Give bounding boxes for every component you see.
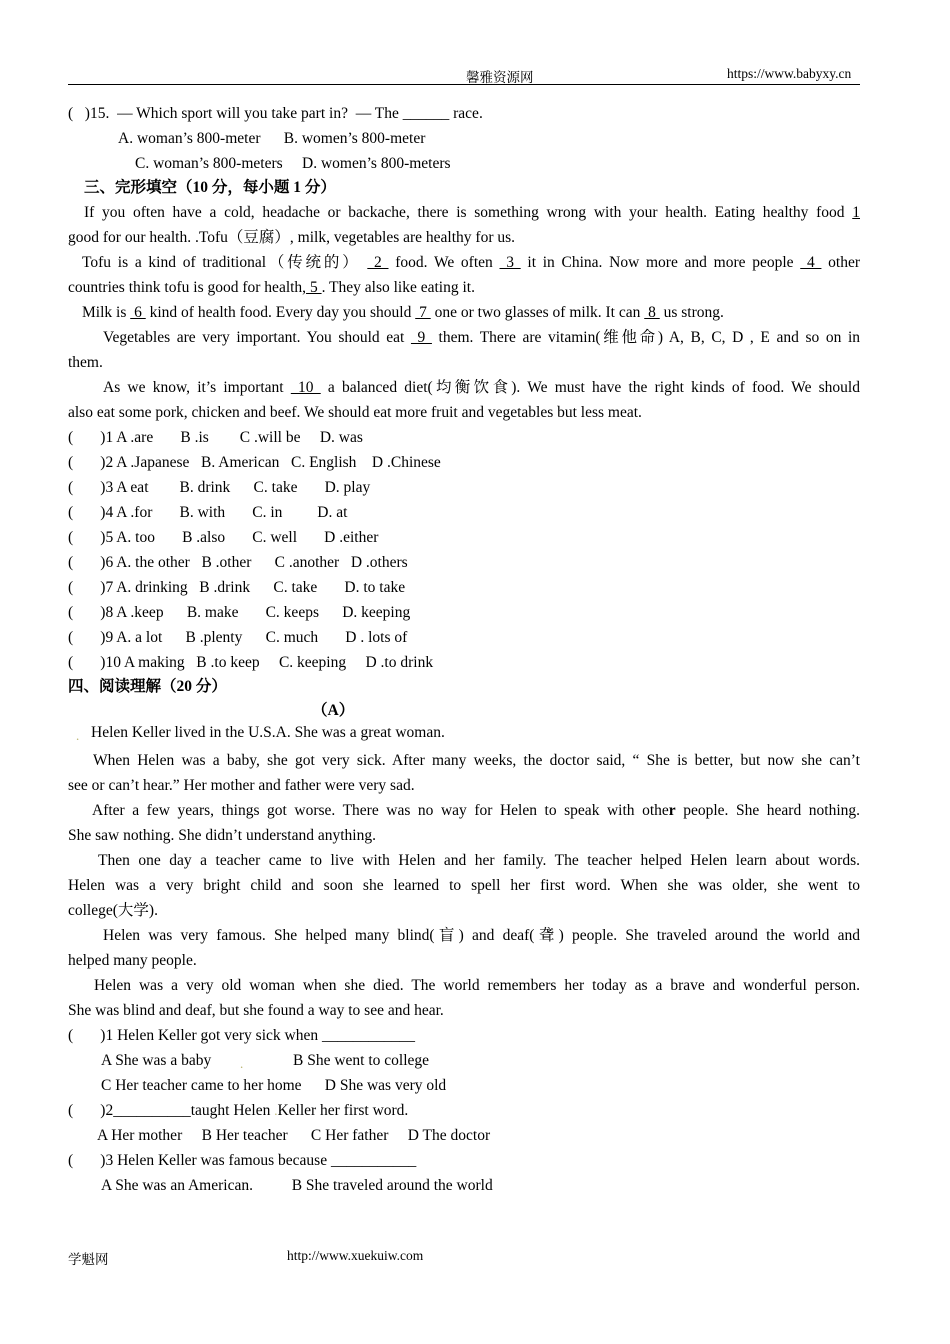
reading-s3-line2: She saw nothing. She didn’t understand anything. xyxy=(68,827,376,844)
blank-6: 6 xyxy=(130,304,146,321)
header-rule xyxy=(68,84,860,85)
reading-s4-line1: Then one day a teacher came to live with Helen and her family. The teacher helped Helen learn about words. xyxy=(98,852,860,869)
reading-q1-options-cd: C Her teacher came to her home D She was very old xyxy=(101,1077,447,1094)
reading-s4-line2: Helen was a very bright child and soon she learned to spell her first word. When she was older, she went to xyxy=(68,877,860,894)
reading-question-3: ( )3 Helen Keller was famous because ___________ xyxy=(68,1152,417,1169)
reading-q2-options: A Her mother B Her teacher C Her father D The doctor xyxy=(97,1127,491,1144)
reading-s1: Helen Keller lived in the U.S.A. She was a great woman. xyxy=(91,724,445,741)
cloze-p4-line2: them. xyxy=(68,354,103,371)
reading-s5-line2: helped many people. xyxy=(68,952,197,969)
cloze-option-row: ( )4 A .for B. with C. in D. at xyxy=(68,504,348,521)
blank-10: 10 xyxy=(290,379,321,396)
reading-q3-options: A She was an American. B She traveled around the world xyxy=(101,1177,493,1194)
cloze-section-title: 三、完形填空（10 分，每小题 1 分） xyxy=(84,179,336,196)
blank-4: 4 xyxy=(800,254,822,271)
cloze-option-row: ( )5 A. too B .also C. well D .either xyxy=(68,529,379,546)
cloze-p2-line1: Tofu is a kind of traditional（传统的） 2 food. We often 3 it in China. Now more and more people 4 other xyxy=(82,254,861,271)
cloze-option-row: ( )6 A. the other B .other C .another D .others xyxy=(68,554,408,571)
page-header-center: 馨雅资源网 xyxy=(466,70,534,85)
reading-dot-mark: . xyxy=(76,728,80,743)
cloze-option-row: ( )1 A .are B .is C .will be D. was xyxy=(68,429,363,446)
cloze-option-row: ( )8 A .keep B. make C. keeps D. keeping xyxy=(68,604,411,621)
blank-1: 1 xyxy=(852,204,860,221)
blank-9: 9 xyxy=(410,329,432,346)
cloze-p3-line1: Milk is 6 kind of health food. Every day you should 7 one or two glasses of milk. It can 8 us strong. xyxy=(82,304,724,321)
question-15-options-cd: C. woman’s 800-meters D. women’s 800-meters xyxy=(135,155,451,172)
blank-2: 2 xyxy=(367,254,389,271)
reading-question-2: ( )2__________taught Helen .Keller her first word. xyxy=(68,1102,409,1119)
reading-part-label: （A） xyxy=(312,702,355,719)
page-footer-url: http://www.xuekuiw.com xyxy=(287,1248,424,1263)
cloze-option-row: ( )10 A making B .to keep C. keeping D .to drink xyxy=(68,654,434,671)
reading-question-1: ( )1 Helen Keller got very sick when ____________ xyxy=(68,1027,415,1044)
reading-q1-option-a: A She was a baby xyxy=(101,1052,212,1069)
reading-section-title: 四、阅读理解（20 分） xyxy=(68,678,227,695)
blank-8: 8 xyxy=(644,304,660,321)
reading-q1-option-b: B She went to college xyxy=(293,1052,430,1069)
cloze-option-row: ( )2 A .Japanese B. American C. English D .Chinese xyxy=(68,454,441,471)
reading-dot-mark: . xyxy=(240,1056,244,1071)
blank-5: 5 xyxy=(306,279,322,296)
reading-s6-line1: Helen was a very old woman when she died. The world remembers her today as a brave and wonderful person. xyxy=(94,977,860,994)
cloze-option-row: ( )9 A. a lot B .plenty C. much D . lots of xyxy=(68,629,408,646)
page-header-url: https://www.babyxy.cn xyxy=(727,66,852,81)
reading-s4-line3: college(大学). xyxy=(68,902,158,919)
cloze-option-row: ( )3 A eat B. drink C. take D. play xyxy=(68,479,371,496)
reading-s3-line1: After a few years, things got worse. There was no way for Helen to speak with other people. She heard nothing. xyxy=(92,802,860,819)
reading-dot-mark: . xyxy=(274,1103,278,1118)
blank-7: 7 xyxy=(415,304,431,321)
reading-s6-line2: She was blind and deaf, but she found a way to see and hear. xyxy=(68,1002,444,1019)
question-15-options-ab: A. woman’s 800-meter B. women’s 800-meter xyxy=(118,130,426,147)
page-footer-site: 学魁网 xyxy=(68,1252,109,1267)
blank-3: 3 xyxy=(499,254,521,271)
cloze-p4-line1: Vegetables are very important. You should eat 9 them. There are vitamin(维他命) A, B, C, D , E and so on in xyxy=(103,329,861,346)
cloze-p5-line1: As we know, it’s important 10 a balanced diet(均衡饮食). We must have the right kinds of food. We should xyxy=(103,379,860,396)
cloze-p2-line2: countries think tofu is good for health, 5 . They also like eating it. xyxy=(68,279,475,296)
reading-s5-line1: Helen was very famous. She helped many blind(盲) and deaf(聋) people. She traveled around the world and xyxy=(103,927,860,944)
question-15-stem: ( )15. — Which sport will you take part in? — The ______ race. xyxy=(68,105,483,122)
reading-s2-line1: When Helen was a baby, she got very sick. After many weeks, the doctor said, “ She is better, but now she can’t xyxy=(93,752,860,769)
cloze-p5-line2: also eat some pork, chicken and beef. We should eat more fruit and vegetables but less meat. xyxy=(68,404,642,421)
cloze-p1-line2: good for our health. .Tofu（豆腐）, milk, vegetables are healthy for us. xyxy=(68,229,516,246)
reading-s2-line2: see or can’t hear.” Her mother and father were very sad. xyxy=(68,777,415,794)
cloze-option-row: ( )7 A. drinking B .drink C. take D. to take xyxy=(68,579,406,596)
cloze-p1-line1: If you often have a cold, headache or backache, there is something wrong with your health. Eating healthy food 1 xyxy=(84,204,860,221)
